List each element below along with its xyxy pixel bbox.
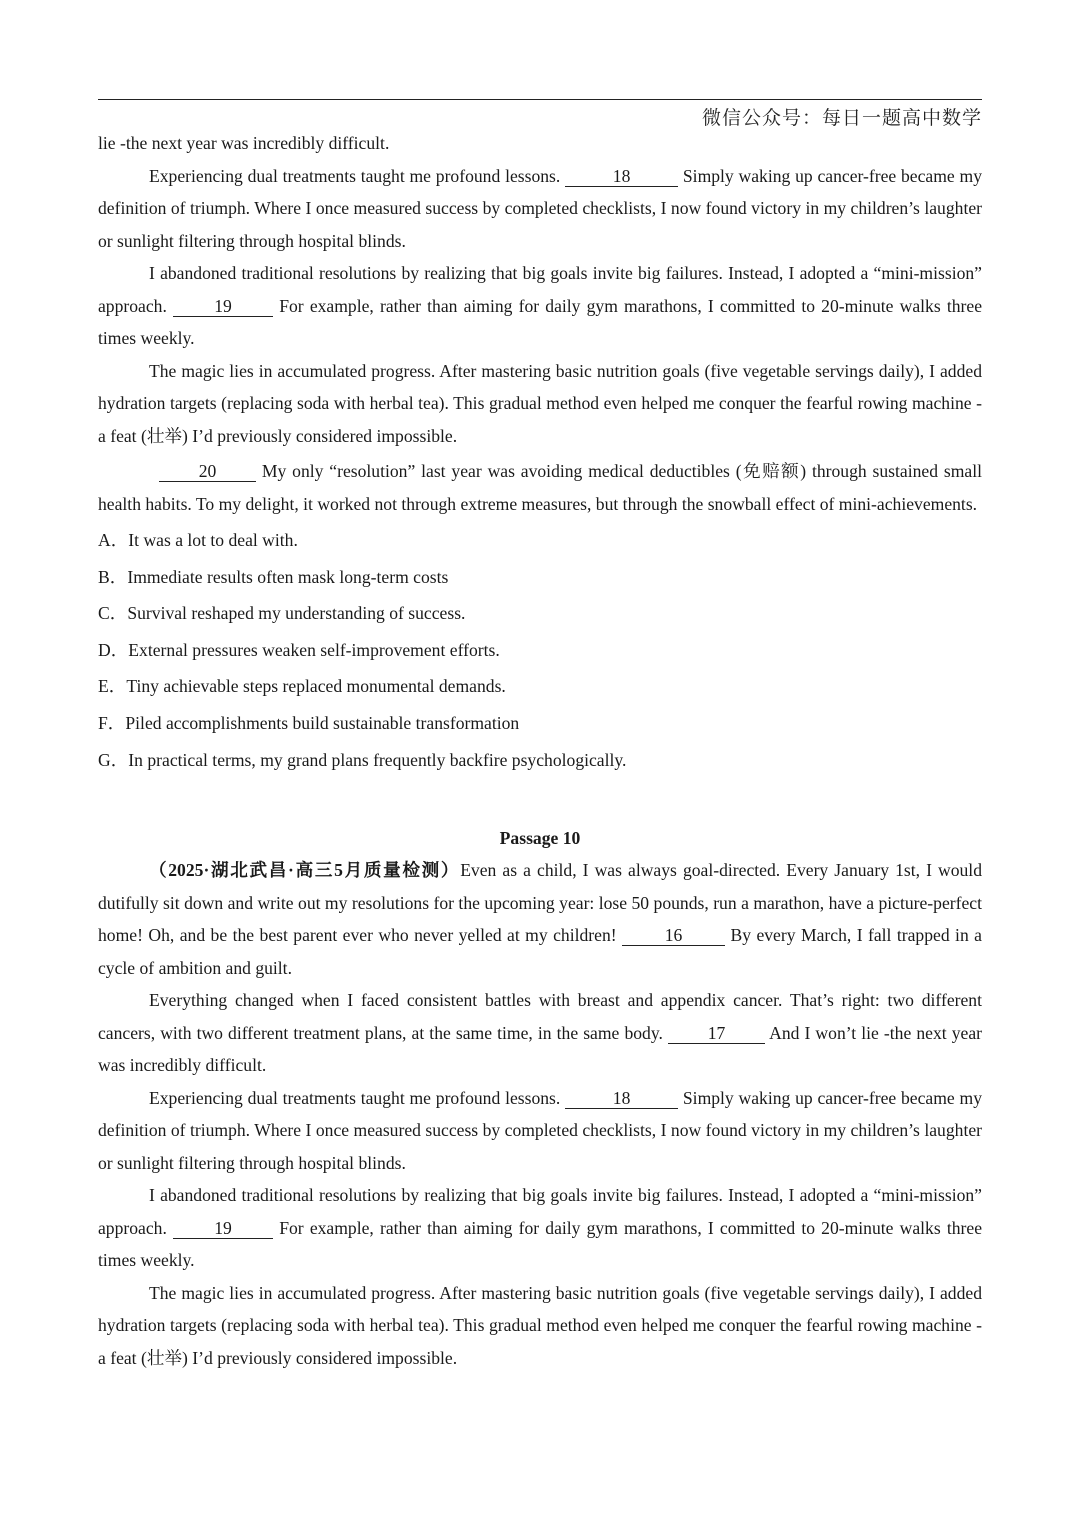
header-rule — [98, 99, 982, 100]
paragraph-text: Simply waking up cancer-free became my definition of triumph. Where I once measured success by completed checklists, I now found victory in my children’s laughter or sunlight filtering through hospital blinds. — [98, 1087, 982, 1173]
passage-title: Passage 10 — [499, 828, 581, 849]
blank-17: 17 — [668, 1023, 765, 1044]
paragraph-resolution — [98, 455, 982, 520]
passage10-paragraph-3 — [98, 1082, 982, 1180]
option-d: D．External pressures weaken self-improvement efforts. — [98, 639, 500, 660]
option-c: C．Survival reshaped my understanding of success. — [98, 603, 466, 624]
passage10-paragraph-5 — [98, 1277, 982, 1375]
paragraph-text: For example, rather than aiming for daily gym marathons, I committed to 20-minute walks three times weekly. — [98, 295, 983, 348]
paragraph-text: Simply waking up cancer-free became my definition of triumph. Where I once measured success by completed checklists, I now found victory in my children’s laughter or sunlight filtering through hospital blinds. — [98, 165, 982, 251]
option-b: B．Immediate results often mask long-term costs — [98, 566, 449, 587]
paragraph-text: And I won’t lie -the next year was incredibly difficult. — [98, 1022, 983, 1076]
paragraph-magic — [98, 355, 982, 453]
answer-options — [98, 522, 982, 778]
blank-18-repeat: 18 — [565, 1088, 678, 1109]
paragraph-text: I abandoned traditional resolutions by realizing that big goals invite big failures. Instead, I adopted a “mini-mission” approach. — [98, 263, 982, 316]
paragraph-continued — [98, 127, 982, 160]
paragraph-lessons — [98, 160, 982, 258]
paragraph-text: Experiencing dual treatments taught me profound lessons. — [149, 165, 561, 186]
paragraph-text: Everything changed when I faced consistent battles with breast and appendix cancer. That’s right: two different cancers, with two different treatment plans, at the same time, in the same body. — [98, 990, 982, 1043]
paragraph-text: By every March, I fall trapped in a cycle of ambition and guilt. — [98, 925, 982, 978]
paragraph-text: For example, rather than aiming for daily gym marathons, I committed to 20-minute walks three times weekly. — [98, 1217, 983, 1271]
blank-19-repeat: 19 — [173, 1218, 273, 1239]
option-a: A．It was a lot to deal with. — [98, 530, 298, 550]
blank-16: 16 — [622, 925, 725, 946]
paragraph-text: Experiencing dual treatments taught me profound lessons. — [149, 1087, 561, 1108]
passage10-paragraph-2 — [98, 984, 982, 1082]
blank-19: 19 — [173, 296, 273, 317]
option-g: G．In practical terms, my grand plans frequently backfire psychologically. — [98, 749, 627, 770]
header-note: 微信公众号：每日一题高中数学 — [701, 107, 982, 129]
option-f: F．Piled accomplishments build sustainable transformation — [98, 712, 520, 733]
paragraph-text: Even as a child, I was always goal-directed. Every January 1st, I would dutifully sit down and write out my resolutions for the upcoming year: lose 50 pounds, run a marathon, have a picture-perfect home! Oh, and be the best parent ever who never yelled at my children! — [98, 860, 982, 946]
passage10-paragraph-1 — [98, 854, 982, 984]
paragraph-text: lie -the next year was incredibly difficult. — [98, 133, 390, 153]
passage-source: （2025·湖北武昌·高三5月质量检测） — [149, 860, 461, 881]
option-e: E．Tiny achievable steps replaced monumental demands. — [98, 676, 506, 697]
paragraph-mini-mission — [98, 257, 982, 355]
paragraph-text: I abandoned traditional resolutions by realizing that big goals invite big failures. Instead, I adopted a “mini-mission” approach. — [98, 1185, 982, 1238]
blank-20: 20 — [159, 461, 256, 482]
passage10-paragraph-4 — [98, 1179, 982, 1277]
blank-18: 18 — [565, 166, 678, 187]
paragraph-text: My only “resolution” last year was avoiding medical deductibles (免赔额) through sustained small health habits. To my delight, it worked not through extreme measures, but through the snowball effect of mini-achievements. — [98, 461, 982, 514]
page-content — [98, 127, 982, 1374]
paragraph-text: The magic lies in accumulated progress. After mastering basic nutrition goals (five vegetable servings daily), I added hydration targets (replacing soda with herbal tea). This gradual method even helped me conquer the fearful rowing machine -a feat (壮举) I’d previously considered impossible. — [98, 1282, 982, 1368]
paragraph-text: The magic lies in accumulated progress. After mastering basic nutrition goals (five vegetable servings daily), I added hydration targets (replacing soda with herbal tea). This gradual method even helped me conquer the fearful rowing machine -a feat (壮举) I’d previously considered impossible. — [98, 360, 982, 446]
